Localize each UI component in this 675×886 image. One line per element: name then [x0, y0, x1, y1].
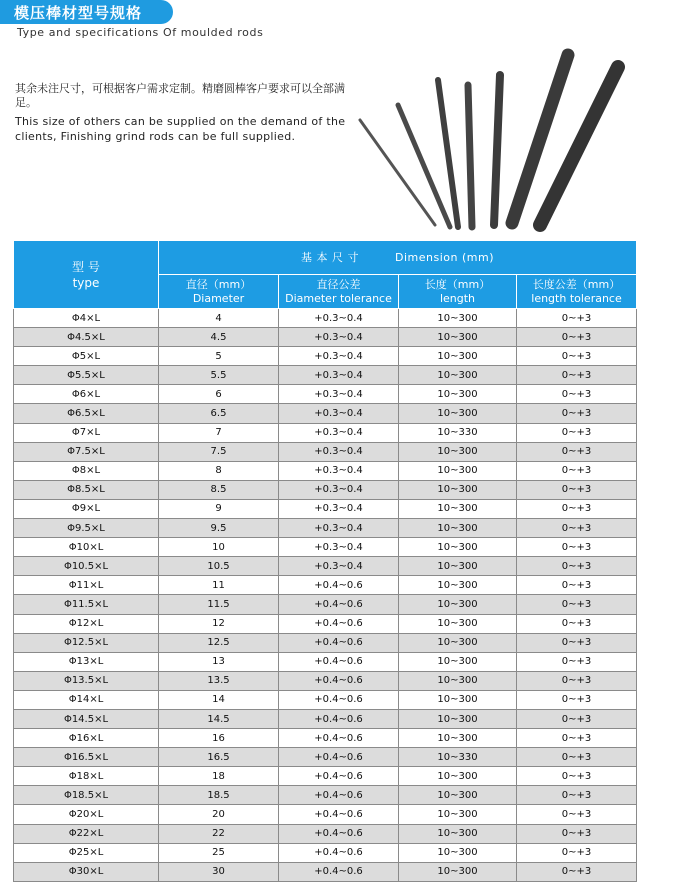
cell-length: 10~300	[399, 404, 517, 423]
cell-diameter-tolerance: +0.4~0.6	[279, 595, 399, 614]
cell-length-tolerance: 0~+3	[517, 480, 637, 499]
cell-diameter: 22	[159, 824, 279, 843]
cell-length-tolerance: 0~+3	[517, 862, 637, 881]
cell-diameter-tolerance: +0.4~0.6	[279, 652, 399, 671]
cell-length: 10~300	[399, 538, 517, 557]
col-length-tolerance	[517, 275, 637, 309]
cell-diameter: 7	[159, 423, 279, 442]
cell-diameter-tolerance: +0.4~0.6	[279, 671, 399, 690]
table-row	[14, 480, 637, 499]
col-length-tolerance-en: length tolerance	[531, 291, 622, 305]
table-row	[14, 576, 637, 595]
cell-diameter-tolerance: +0.3~0.4	[279, 538, 399, 557]
cell-length: 10~300	[399, 309, 517, 328]
rods-illustration	[350, 45, 640, 235]
table-row	[14, 652, 637, 671]
cell-diameter: 14	[159, 690, 279, 709]
cell-length-tolerance: 0~+3	[517, 347, 637, 366]
cell-type: Φ5×L	[14, 347, 159, 366]
cell-diameter: 6	[159, 385, 279, 404]
cell-length-tolerance: 0~+3	[517, 767, 637, 786]
cell-type: Φ16.5×L	[14, 748, 159, 767]
table-row	[14, 347, 637, 366]
table-row	[14, 748, 637, 767]
table-row	[14, 328, 637, 347]
table-row	[14, 671, 637, 690]
cell-diameter: 9.5	[159, 519, 279, 538]
table-row	[14, 633, 637, 652]
dimension-header-en: Dimension (mm)	[395, 250, 494, 264]
spec-table	[13, 240, 637, 882]
cell-type: Φ5.5×L	[14, 366, 159, 385]
cell-type: Φ7.5×L	[14, 442, 159, 461]
cell-type: Φ8×L	[14, 461, 159, 480]
table-row	[14, 614, 637, 633]
cell-length: 10~300	[399, 690, 517, 709]
cell-diameter-tolerance: +0.4~0.6	[279, 614, 399, 633]
cell-length-tolerance: 0~+3	[517, 595, 637, 614]
table-row	[14, 557, 637, 576]
cell-type: Φ9×L	[14, 499, 159, 518]
cell-diameter-tolerance: +0.3~0.4	[279, 404, 399, 423]
cell-length-tolerance: 0~+3	[517, 309, 637, 328]
cell-length-tolerance: 0~+3	[517, 423, 637, 442]
cell-diameter-tolerance: +0.4~0.6	[279, 862, 399, 881]
cell-length: 10~300	[399, 519, 517, 538]
cell-diameter: 10.5	[159, 557, 279, 576]
cell-length: 10~300	[399, 442, 517, 461]
cell-diameter-tolerance: +0.4~0.6	[279, 843, 399, 862]
cell-diameter: 20	[159, 805, 279, 824]
spec-table-body	[14, 309, 637, 882]
cell-length-tolerance: 0~+3	[517, 786, 637, 805]
cell-diameter-tolerance: +0.3~0.4	[279, 480, 399, 499]
cell-length: 10~330	[399, 748, 517, 767]
cell-length: 10~300	[399, 557, 517, 576]
cell-length: 10~300	[399, 347, 517, 366]
table-row	[14, 366, 637, 385]
cell-diameter-tolerance: +0.4~0.6	[279, 767, 399, 786]
cell-diameter-tolerance: +0.3~0.4	[279, 461, 399, 480]
cell-type: Φ4.5×L	[14, 328, 159, 347]
table-row	[14, 805, 637, 824]
cell-length-tolerance: 0~+3	[517, 538, 637, 557]
cell-diameter: 6.5	[159, 404, 279, 423]
cell-diameter-tolerance: +0.3~0.4	[279, 442, 399, 461]
cell-type: Φ25×L	[14, 843, 159, 862]
cell-diameter-tolerance: +0.4~0.6	[279, 786, 399, 805]
table-row	[14, 309, 637, 328]
cell-length: 10~300	[399, 843, 517, 862]
cell-length: 10~300	[399, 729, 517, 748]
cell-length: 10~300	[399, 366, 517, 385]
cell-length-tolerance: 0~+3	[517, 576, 637, 595]
cell-diameter: 8.5	[159, 480, 279, 499]
table-row	[14, 843, 637, 862]
cell-type: Φ12×L	[14, 614, 159, 633]
col-diameter-en: Diameter	[192, 291, 245, 305]
cell-diameter-tolerance: +0.3~0.4	[279, 385, 399, 404]
cell-type: Φ10×L	[14, 538, 159, 557]
cell-length: 10~300	[399, 862, 517, 881]
cell-diameter-tolerance: +0.4~0.6	[279, 709, 399, 728]
cell-diameter: 5.5	[159, 366, 279, 385]
cell-diameter: 4	[159, 309, 279, 328]
cell-length: 10~300	[399, 499, 517, 518]
cell-type: Φ10.5×L	[14, 557, 159, 576]
cell-type: Φ4×L	[14, 309, 159, 328]
cell-length-tolerance: 0~+3	[517, 442, 637, 461]
table-row	[14, 538, 637, 557]
cell-diameter-tolerance: +0.3~0.4	[279, 328, 399, 347]
cell-diameter: 16	[159, 729, 279, 748]
page-title: 模压棒材型号规格	[14, 4, 143, 22]
cell-diameter: 25	[159, 843, 279, 862]
cell-length-tolerance: 0~+3	[517, 805, 637, 824]
table-row	[14, 519, 637, 538]
title-bar	[0, 0, 173, 24]
cell-type: Φ7×L	[14, 423, 159, 442]
cell-diameter: 9	[159, 499, 279, 518]
cell-diameter-tolerance: +0.3~0.4	[279, 499, 399, 518]
col-diameter	[159, 275, 279, 309]
cell-diameter-tolerance: +0.4~0.6	[279, 729, 399, 748]
cell-length-tolerance: 0~+3	[517, 328, 637, 347]
cell-type: Φ14.5×L	[14, 709, 159, 728]
cell-length-tolerance: 0~+3	[517, 652, 637, 671]
cell-length: 10~300	[399, 576, 517, 595]
cell-diameter: 18.5	[159, 786, 279, 805]
table-row	[14, 786, 637, 805]
cell-length: 10~300	[399, 328, 517, 347]
cell-diameter: 13	[159, 652, 279, 671]
col-length-cn: 长度（mm）	[424, 277, 491, 291]
col-length	[399, 275, 517, 309]
cell-length: 10~300	[399, 671, 517, 690]
cell-length: 10~300	[399, 824, 517, 843]
cell-length-tolerance: 0~+3	[517, 385, 637, 404]
cell-type: Φ22×L	[14, 824, 159, 843]
cell-length-tolerance: 0~+3	[517, 499, 637, 518]
cell-diameter: 11	[159, 576, 279, 595]
cell-diameter: 12	[159, 614, 279, 633]
cell-length: 10~300	[399, 767, 517, 786]
table-row	[14, 824, 637, 843]
cell-length-tolerance: 0~+3	[517, 557, 637, 576]
cell-diameter: 18	[159, 767, 279, 786]
cell-type: Φ18×L	[14, 767, 159, 786]
cell-length-tolerance: 0~+3	[517, 404, 637, 423]
cell-length-tolerance: 0~+3	[517, 614, 637, 633]
cell-diameter-tolerance: +0.4~0.6	[279, 824, 399, 843]
col-diameter-tolerance	[279, 275, 399, 309]
cell-diameter-tolerance: +0.3~0.4	[279, 557, 399, 576]
table-row	[14, 499, 637, 518]
cell-diameter: 4.5	[159, 328, 279, 347]
cell-type: Φ6.5×L	[14, 404, 159, 423]
cell-length-tolerance: 0~+3	[517, 843, 637, 862]
cell-length: 10~300	[399, 652, 517, 671]
cell-diameter: 13.5	[159, 671, 279, 690]
cell-length: 10~300	[399, 709, 517, 728]
cell-diameter-tolerance: +0.3~0.4	[279, 423, 399, 442]
cell-length-tolerance: 0~+3	[517, 709, 637, 728]
rod-5	[494, 75, 500, 225]
cell-diameter-tolerance: +0.4~0.6	[279, 576, 399, 595]
cell-diameter: 30	[159, 862, 279, 881]
table-row	[14, 423, 637, 442]
cell-length: 10~300	[399, 786, 517, 805]
cell-length-tolerance: 0~+3	[517, 633, 637, 652]
note-english: This size of others can be supplied on the demand of the clients, Finishing grind rods can be full supplied.	[15, 115, 346, 143]
table-row	[14, 595, 637, 614]
rod-1	[360, 120, 435, 225]
cell-length-tolerance: 0~+3	[517, 748, 637, 767]
cell-length-tolerance: 0~+3	[517, 671, 637, 690]
cell-diameter-tolerance: +0.4~0.6	[279, 690, 399, 709]
cell-length: 10~300	[399, 614, 517, 633]
col-diameter-tolerance-en: Diameter tolerance	[285, 291, 392, 305]
cell-type: Φ11.5×L	[14, 595, 159, 614]
cell-length-tolerance: 0~+3	[517, 729, 637, 748]
cell-diameter: 14.5	[159, 709, 279, 728]
cell-diameter-tolerance: +0.3~0.4	[279, 519, 399, 538]
table-row	[14, 404, 637, 423]
cell-length: 10~300	[399, 385, 517, 404]
cell-length: 10~300	[399, 461, 517, 480]
type-header	[14, 241, 159, 309]
col-diameter-cn: 直径（mm）	[185, 277, 252, 291]
table-row	[14, 767, 637, 786]
cell-diameter-tolerance: +0.3~0.4	[279, 366, 399, 385]
cell-type: Φ12.5×L	[14, 633, 159, 652]
cell-type: Φ13×L	[14, 652, 159, 671]
table-row	[14, 385, 637, 404]
cell-diameter: 12.5	[159, 633, 279, 652]
type-header-cn: 型 号	[72, 259, 100, 274]
cell-diameter: 8	[159, 461, 279, 480]
cell-type: Φ20×L	[14, 805, 159, 824]
type-header-en: type	[72, 275, 100, 290]
cell-diameter: 10	[159, 538, 279, 557]
cell-length-tolerance: 0~+3	[517, 461, 637, 480]
rod-4	[468, 85, 472, 227]
col-diameter-tolerance-cn: 直径公差	[316, 277, 361, 291]
cell-diameter-tolerance: +0.4~0.6	[279, 805, 399, 824]
cell-type: Φ13.5×L	[14, 671, 159, 690]
cell-length: 10~300	[399, 633, 517, 652]
cell-length-tolerance: 0~+3	[517, 519, 637, 538]
table-row	[14, 709, 637, 728]
table-row	[14, 442, 637, 461]
cell-diameter-tolerance: +0.3~0.4	[279, 309, 399, 328]
cell-type: Φ14×L	[14, 690, 159, 709]
cell-length-tolerance: 0~+3	[517, 824, 637, 843]
cell-diameter-tolerance: +0.4~0.6	[279, 633, 399, 652]
note-chinese: 其余未注尺寸，可根据客户需求定制。精磨圆棒客户要求可以全部满足。	[15, 82, 345, 109]
col-length-en: length	[439, 291, 476, 305]
cell-type: Φ16×L	[14, 729, 159, 748]
cell-diameter-tolerance: +0.3~0.4	[279, 347, 399, 366]
cell-length: 10~300	[399, 480, 517, 499]
cell-type: Φ30×L	[14, 862, 159, 881]
dimension-header	[159, 241, 637, 275]
table-row	[14, 729, 637, 748]
table-row	[14, 690, 637, 709]
cell-length: 10~330	[399, 423, 517, 442]
dimension-header-cn: 基 本 尺 寸	[301, 250, 360, 264]
cell-diameter: 16.5	[159, 748, 279, 767]
cell-type: Φ6×L	[14, 385, 159, 404]
cell-type: Φ8.5×L	[14, 480, 159, 499]
cell-type: Φ9.5×L	[14, 519, 159, 538]
cell-length-tolerance: 0~+3	[517, 366, 637, 385]
cell-length-tolerance: 0~+3	[517, 690, 637, 709]
cell-type: Φ18.5×L	[14, 786, 159, 805]
cell-diameter: 5	[159, 347, 279, 366]
col-length-tolerance-cn: 长度公差（mm）	[532, 277, 621, 291]
page-subtitle: Type and specifications Of moulded rods	[17, 26, 264, 39]
cell-length: 10~300	[399, 805, 517, 824]
cell-diameter: 7.5	[159, 442, 279, 461]
cell-type: Φ11×L	[14, 576, 159, 595]
cell-length: 10~300	[399, 595, 517, 614]
table-row	[14, 461, 637, 480]
cell-diameter-tolerance: +0.4~0.6	[279, 748, 399, 767]
table-row	[14, 862, 637, 881]
cell-diameter: 11.5	[159, 595, 279, 614]
